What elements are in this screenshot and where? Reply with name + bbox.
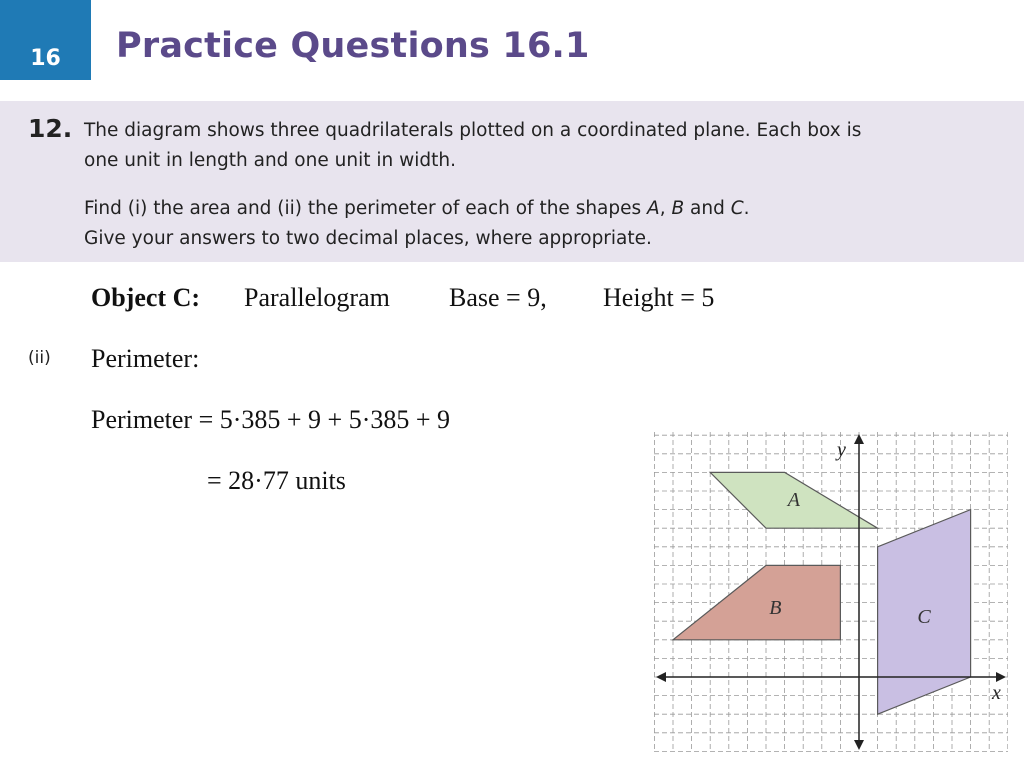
question-paragraph-2 xyxy=(84,194,984,254)
and-text: and xyxy=(684,198,731,219)
x-axis-label: x xyxy=(992,682,1001,704)
question-line-4: Give your answers to two decimal places, where appropriate. xyxy=(84,228,652,249)
perimeter-heading: Perimeter: xyxy=(91,344,200,373)
chapter-number-tab xyxy=(0,0,91,80)
question-line-3: Find (i) the area and (ii) the perimeter of each of the shapes xyxy=(84,198,648,219)
shape-name: Parallelogram xyxy=(244,283,390,312)
height-value: Height = 5 xyxy=(603,283,715,312)
perimeter-result: = 28·77 units xyxy=(207,466,346,495)
part-label: (ii) xyxy=(28,348,51,368)
y-axis-label: y xyxy=(837,439,846,461)
question-paragraph-1 xyxy=(84,116,984,176)
shape-label-b: B xyxy=(769,596,782,619)
shape-c-ref: C xyxy=(730,198,744,219)
period: . xyxy=(743,198,750,219)
coordinate-diagram xyxy=(654,432,1008,752)
object-label: Object C: xyxy=(91,283,201,312)
perimeter-formula: Perimeter = 5·385 + 9 + 5·385 + 9 xyxy=(91,405,451,434)
base-value: Base = 9, xyxy=(449,283,547,312)
question-line-1: The diagram shows three quadrilaterals plotted on a coordinated plane. Each box is xyxy=(84,120,862,141)
shape-label-a: A xyxy=(787,488,801,511)
shape-b-ref: B xyxy=(671,198,685,219)
question-box xyxy=(0,101,1024,262)
shape-a-ref: A xyxy=(647,198,660,219)
chapter-number: 16 xyxy=(30,46,61,71)
question-line-2: one unit in length and one unit in width. xyxy=(84,150,456,171)
page-title: Practice Questions 16.1 xyxy=(116,26,590,66)
separator: , xyxy=(659,198,672,219)
shape-label-c: C xyxy=(917,606,931,629)
question-text xyxy=(84,116,984,254)
question-number: 12. xyxy=(28,114,73,143)
